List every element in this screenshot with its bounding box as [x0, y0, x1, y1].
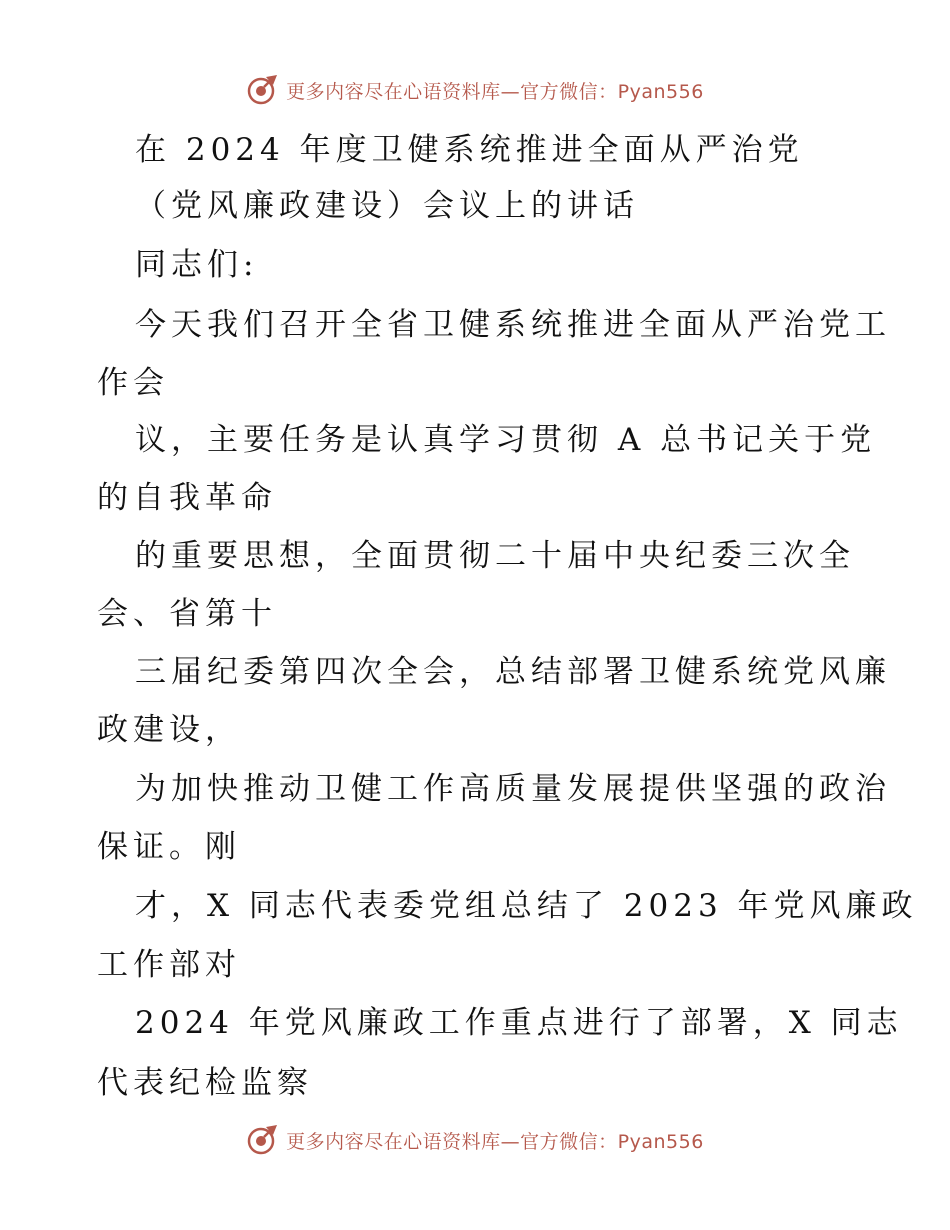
paragraph-line: 政建设，	[97, 712, 241, 748]
title-line-1: 在 2024 年度卫健系统推进全面从严治党	[135, 132, 804, 168]
paragraph-line: 会、省第十	[97, 596, 277, 632]
paragraph-line: 才，X 同志代表委党组总结了 2023 年党风廉政	[135, 888, 918, 924]
paragraph-line: 保证。刚	[97, 829, 241, 865]
paragraph-line: 2024 年党风廉政工作重点进行了部署，X 同志	[135, 1005, 903, 1041]
watermark-text: 更多内容尽在心语资料库—官方微信：Pyan556	[286, 1130, 704, 1153]
header-watermark	[0, 70, 950, 110]
watermark-text: 更多内容尽在心语资料库—官方微信：Pyan556	[286, 80, 704, 103]
title-line-2: （党风廉政建设）会议上的讲话	[135, 188, 639, 224]
paragraph-line: 的重要思想，全面贯彻二十届中央纪委三次全	[135, 538, 855, 574]
paragraph-line: 三届纪委第四次全会，总结部署卫健系统党风廉	[135, 654, 891, 690]
paragraph-line: 今天我们召开全省卫健系统推进全面从严治党工	[135, 307, 891, 343]
footer-watermark	[0, 1120, 950, 1160]
pen-logo-icon	[246, 1123, 280, 1157]
paragraph-line: 议，主要任务是认真学习贯彻 A 总书记关于党	[135, 422, 877, 458]
paragraph-line: 作会	[97, 365, 169, 401]
paragraph-line: 代表纪检监察	[97, 1065, 313, 1101]
pen-logo-icon	[246, 73, 280, 107]
paragraph-line: 为加快推动卫健工作高质量发展提供坚强的政治	[135, 771, 891, 807]
paragraph-line: 的自我革命	[97, 480, 277, 516]
salutation: 同志们:	[135, 247, 259, 283]
paragraph-line: 工作部对	[97, 947, 241, 983]
